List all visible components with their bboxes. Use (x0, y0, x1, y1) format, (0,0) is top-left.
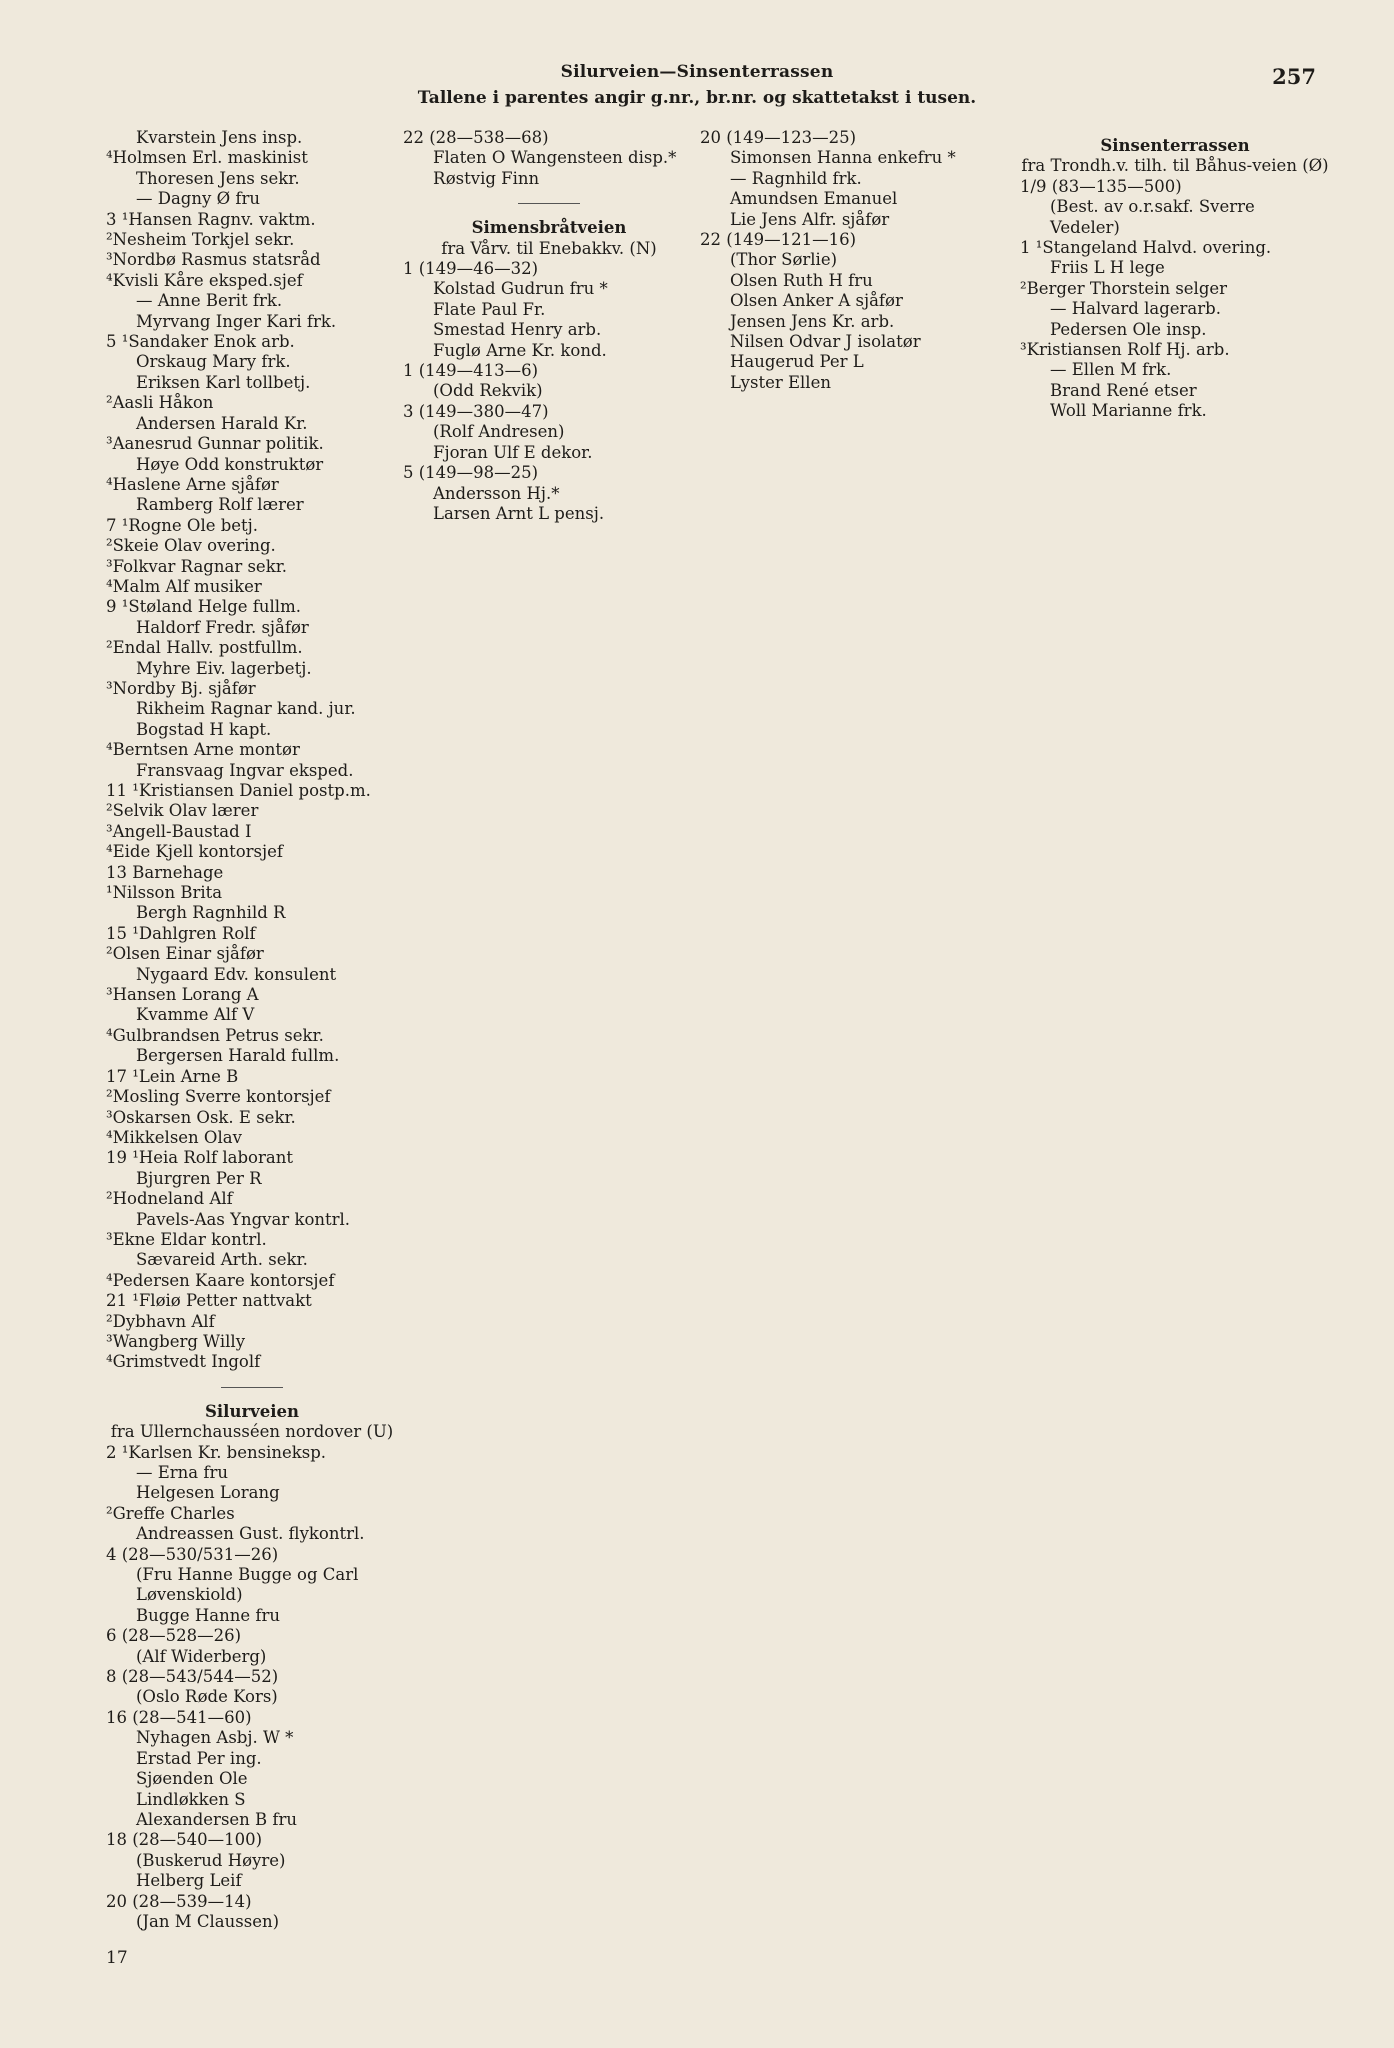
list-item: 3 ¹Hansen Ragnv. vaktm. (106, 209, 316, 229)
list-item: — Dagny Ø fru (136, 189, 260, 209)
list-item: ³Kristiansen Rolf Hj. arb. (1020, 340, 1230, 360)
section-title-simensbratveien: Simensbråtveien (471, 218, 627, 238)
list-item: Kolstad Gudrun fru * (433, 279, 608, 299)
list-item: Bergh Ragnhild R (136, 903, 286, 923)
list-item: 15 ¹Dahlgren Rolf (106, 923, 256, 943)
list-item: Thoresen Jens sekr. (136, 168, 300, 188)
page-number: 257 (1272, 64, 1316, 89)
list-item: Bjurgren Per R (136, 1168, 262, 1188)
list-item: Sjøenden Ole (136, 1769, 248, 1789)
list-item: ²Olsen Einar sjåfør (106, 944, 264, 964)
list-item: 1 (149—413—6) (403, 361, 539, 381)
list-item: Ramberg Rolf lærer (136, 495, 304, 515)
list-item: Lie Jens Alfr. sjåfør (730, 209, 890, 229)
list-item: Olsen Ruth H fru (730, 270, 873, 290)
list-item: Helberg Leif (136, 1871, 242, 1891)
list-item: Amundsen Emanuel (730, 189, 898, 209)
list-item: Nygaard Edv. konsulent (136, 964, 337, 984)
list-item: ³Wangberg Willy (106, 1331, 246, 1351)
list-item: (Odd Rekvik) (433, 381, 543, 401)
list-item: Andersen Harald Kr. (136, 413, 308, 433)
list-item: Erstad Per ing. (136, 1748, 262, 1768)
list-item: Orskaug Mary frk. (136, 352, 291, 372)
list-item: ²Nesheim Torkjel sekr. (106, 230, 295, 250)
column-2-entries (403, 128, 695, 189)
list-item: 21 ¹Fløiø Petter nattvakt (106, 1291, 312, 1311)
list-item: (Alf Widerberg) (136, 1646, 267, 1666)
list-item: 22 (28—538—68) (403, 128, 549, 147)
list-item: ³Hansen Lorang A (106, 985, 259, 1005)
list-item: ⁴Gulbrandsen Petrus sekr. (106, 1025, 324, 1045)
list-item: 20 (28—539—14) (106, 1891, 252, 1911)
list-item: Friis L H lege (1050, 258, 1165, 278)
list-item: Pavels-Aas Yngvar kontrl. (136, 1209, 351, 1229)
list-item: 2 ¹Karlsen Kr. bensineksp. (106, 1442, 327, 1462)
list-item: Bogstad H kapt. (136, 719, 272, 739)
list-item: Nyhagen Asbj. W * (136, 1728, 294, 1748)
section-entries-simensbratveien (403, 259, 695, 524)
list-item: Andersson Hj.* (433, 483, 560, 503)
list-item: 16 (28—541—60) (106, 1707, 252, 1727)
list-item: ²Aasli Håkon (106, 393, 214, 413)
list-item: Woll Marianne frk. (1050, 401, 1207, 421)
list-item: ²Skeie Olav overing. (106, 536, 276, 556)
column-3 (700, 128, 992, 393)
list-item: Bergersen Harald fullm. (136, 1046, 340, 1066)
list-item: 1 (149—46—32) (403, 259, 539, 279)
section-subtitle-sinsenterrassen: fra Trondh.v. tilh. til Båhus-veien (Ø) (1021, 156, 1329, 176)
list-item: (Buskerud Høyre) (136, 1850, 286, 1870)
list-item: (Rolf Andresen) (433, 422, 565, 442)
list-item: Løvenskiold) (136, 1585, 243, 1605)
list-item: ²Berger Thorstein selger (1020, 278, 1228, 298)
list-item: 17 ¹Lein Arne B (106, 1066, 239, 1086)
list-item: (Jan M Claussen) (136, 1911, 280, 1931)
list-item: 1/9 (83—135—500) (1020, 176, 1182, 196)
list-item: ³Folkvar Ragnar sekr. (106, 556, 288, 576)
list-item: — Erna fru (136, 1463, 229, 1482)
list-item: Fransvaag Ingvar eksped. (136, 760, 354, 780)
list-item: 1 ¹Stangeland Halvd. overing. (1020, 238, 1272, 258)
list-item: ⁴Pedersen Kaare kontorsjef (106, 1270, 335, 1290)
list-item: 4 (28—530/531—26) (106, 1544, 279, 1564)
list-item: Fjoran Ulf E dekor. (433, 442, 593, 462)
list-item: ⁴Holmsen Erl. maskinist (106, 148, 308, 168)
list-item: ¹Nilsson Brita (106, 883, 223, 903)
list-item: ⁴Grimstvedt Ingolf (106, 1352, 261, 1372)
section-entries-sinsenterrassen (1020, 177, 1330, 422)
list-item: 5 ¹Sandaker Enok arb. (106, 332, 295, 352)
list-item: Smestad Henry arb. (433, 320, 602, 340)
page-subtitle: Tallene i parentes angir g.nr., br.nr. og skattetakst i tusen. (417, 88, 977, 108)
list-item: Haugerud Per L (730, 352, 864, 372)
list-item: ⁴Berntsen Arne montør (106, 740, 300, 760)
list-item: Pedersen Ole insp. (1050, 319, 1207, 339)
list-item: ²Hodneland Alf (106, 1189, 233, 1209)
column-1-entries (106, 128, 398, 1373)
list-item: 8 (28—543/544—52) (106, 1667, 279, 1687)
list-item: 18 (28—540—100) (106, 1830, 263, 1850)
column-2 (403, 128, 695, 524)
list-item: Simonsen Hanna enkefru * (730, 148, 956, 168)
list-item: Bugge Hanne fru (136, 1605, 280, 1625)
section-subtitle-simensbratveien: fra Vårv. til Enebakkv. (N) (441, 238, 657, 258)
list-item: — Anne Berit frk. (136, 291, 283, 311)
list-item: Rikheim Ragnar kand. jur. (136, 699, 356, 719)
list-item: 13 Barnehage (106, 862, 224, 882)
list-item: — Ragnhild frk. (730, 168, 862, 188)
list-item: 6 (28—528—26) (106, 1626, 242, 1646)
footer-page-code: 17 (106, 1948, 128, 1968)
list-item: ⁴Mikkelsen Olav (106, 1127, 242, 1147)
page-title: Silurveien—Sinsenterrassen (560, 62, 834, 82)
list-item: Haldorf Fredr. sjåfør (136, 617, 309, 637)
list-item: Larsen Arnt L pensj. (433, 503, 605, 523)
list-item: Myhre Eiv. lagerbetj. (136, 658, 312, 678)
list-item: Vedeler) (1050, 217, 1120, 237)
list-item: Høye Odd konstruktør (136, 454, 324, 474)
list-item: Fuglø Arne Kr. kond. (433, 340, 607, 360)
list-item: — Ellen M frk. (1050, 360, 1172, 380)
list-item: ³Aanesrud Gunnar politik. (106, 434, 324, 454)
list-item: ³Nordbø Rasmus statsråd (106, 250, 321, 270)
list-item: (Fru Hanne Bugge og Carl (136, 1565, 359, 1585)
list-item: Flaten O Wangensteen disp.* (433, 148, 677, 168)
column-3-entries (700, 128, 992, 393)
page-header (0, 62, 1394, 108)
list-item: ³Angell-Baustad I (106, 821, 252, 841)
column-1 (106, 128, 398, 1932)
list-item: ⁴Kvisli Kåre eksped.sjef (106, 270, 303, 290)
list-item: ³Nordby Bj. sjåfør (106, 678, 256, 698)
section-subtitle-silurveien: fra Ullernchausséen nordover (U) (110, 1422, 394, 1442)
list-item: (Best. av o.r.sakf. Sverre (1050, 197, 1255, 217)
list-item: Jensen Jens Kr. arb. (730, 311, 895, 331)
list-item: 9 ¹Støland Helge fullm. (106, 597, 301, 617)
list-item: 11 ¹Kristiansen Daniel postp.m. (106, 781, 371, 800)
list-item: (Thor Sørlie) (730, 250, 838, 270)
column-4 (1020, 128, 1330, 422)
list-item: Lyster Ellen (730, 372, 831, 392)
list-item: Lindløkken S (136, 1789, 246, 1809)
list-item: Røstvig Finn (433, 168, 540, 188)
list-item: ²Selvik Olav lærer (106, 801, 259, 821)
section-title-sinsenterrassen: Sinsenterrassen (1100, 136, 1250, 155)
section-divider (221, 1387, 283, 1388)
list-item: 7 ¹Rogne Ole betj. (106, 515, 259, 535)
list-item: — Halvard lagerarb. (1050, 299, 1221, 319)
list-item: Sævareid Arth. sekr. (136, 1250, 308, 1270)
list-item: ²Dybhavn Alf (106, 1311, 215, 1331)
section-divider (518, 203, 580, 204)
list-item: 22 (149—121—16) (700, 230, 857, 250)
list-item: (Oslo Røde Kors) (136, 1687, 278, 1707)
section-entries-silurveien (106, 1443, 398, 1933)
list-item: ⁴Malm Alf musiker (106, 576, 262, 596)
list-item: Brand René etser (1050, 380, 1197, 400)
list-item: Myrvang Inger Kari frk. (136, 311, 337, 331)
list-item: Olsen Anker A sjåfør (730, 291, 903, 311)
list-item: ²Mosling Sverre kontorsjef (106, 1087, 331, 1107)
list-item: Helgesen Lorang (136, 1483, 280, 1503)
list-item: 20 (149—123—25) (700, 128, 857, 147)
list-item: ³Ekne Eldar kontrl. (106, 1229, 267, 1249)
list-item: Flate Paul Fr. (433, 299, 546, 319)
list-item: 19 ¹Heia Rolf laborant (106, 1148, 293, 1168)
list-item: Alexandersen B fru (136, 1809, 298, 1829)
list-item: Kvarstein Jens insp. (136, 128, 303, 147)
section-title-silurveien: Silurveien (205, 1401, 299, 1421)
list-item: ²Greffe Charles (106, 1503, 235, 1523)
list-item: Kvamme Alf V (136, 1005, 255, 1025)
list-item: ⁴Eide Kjell kontorsjef (106, 842, 283, 862)
list-item: Nilsen Odvar J isolatør (730, 332, 921, 352)
list-item: ²Endal Hallv. postfullm. (106, 638, 303, 658)
list-item: Andreassen Gust. flykontrl. (136, 1524, 365, 1544)
list-item: Eriksen Karl tollbetj. (136, 372, 311, 392)
list-item: ³Oskarsen Osk. E sekr. (106, 1107, 296, 1127)
list-item: 5 (149—98—25) (403, 463, 539, 483)
list-item: ⁴Haslene Arne sjåfør (106, 474, 279, 494)
list-item: 3 (149—380—47) (403, 401, 549, 421)
